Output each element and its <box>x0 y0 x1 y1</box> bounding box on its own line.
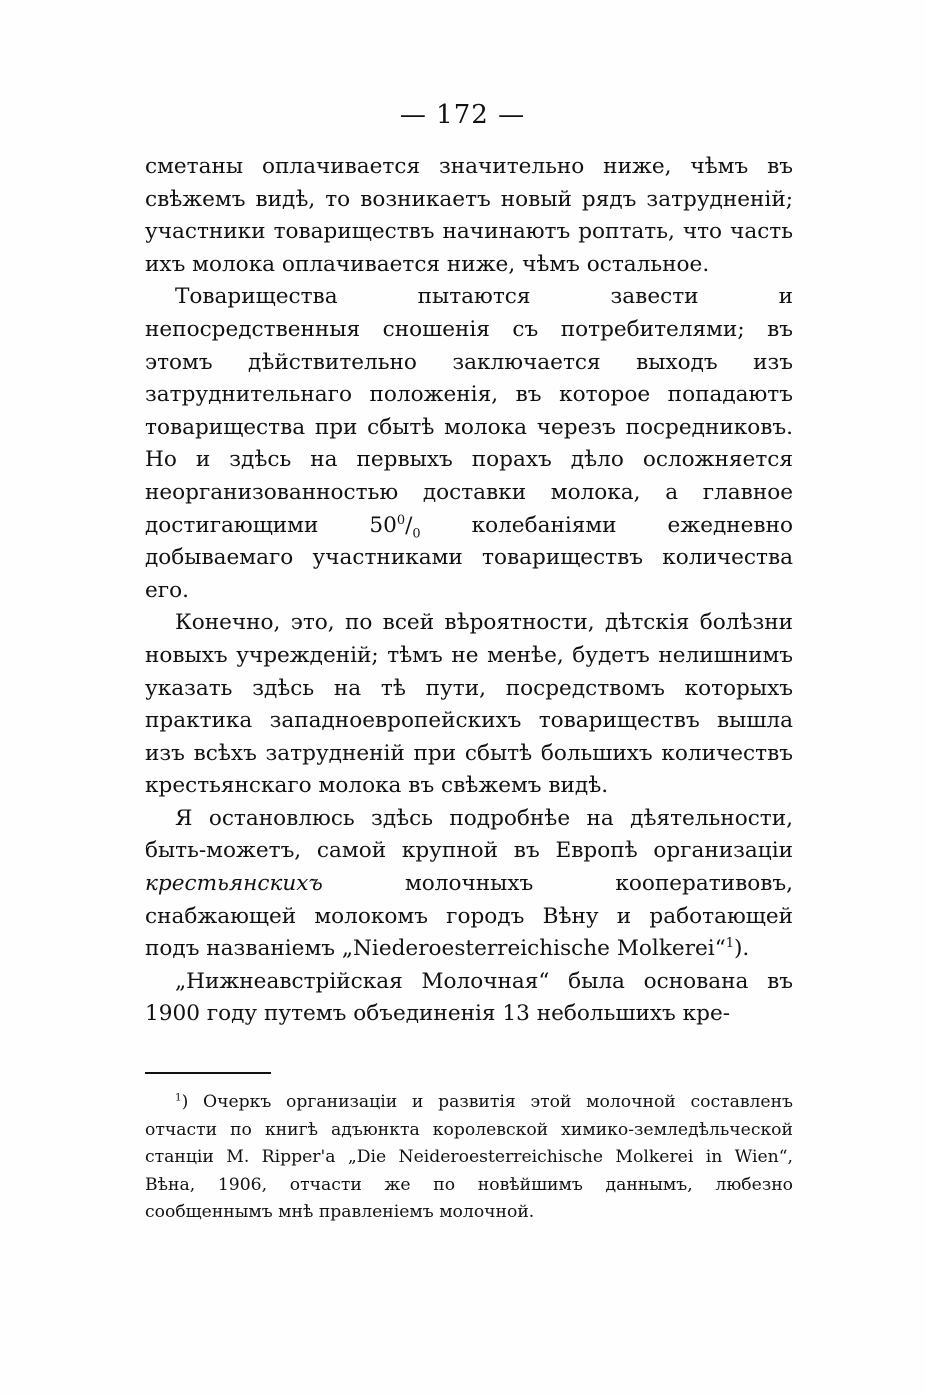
paragraph-2-text-end: колебаніями ежедневно добываемаго участниками товариществъ количества его. <box>145 512 793 603</box>
paragraph-4-italic-word: крестьянскихъ <box>145 871 323 897</box>
paragraph-1-text: сметаны оплачивается значительно ниже, чѣмъ въ свѣжемъ видѣ, то возникаетъ новый рядъ затрудненій; участники товариществъ начинаютъ роптать, что часть ихъ молока оплачивается ниже, чѣмъ остальное. <box>145 154 793 277</box>
paragraph-2-text-start: Товарищества пытаются завести и непосредственныя сношенія съ потребителями; въ этомъ дѣйствительно заключается выходъ изъ затруднительнаго положенія, въ которое попадаютъ товарищества при сбытѣ молока черезъ посредниковъ. Но и здѣсь на первыхъ порахъ дѣло осложняется неорганизованностью доставки молока, а главное достигающими 50 <box>145 284 793 538</box>
paragraph-5 <box>145 966 793 1031</box>
paragraph-4-text-end: ). <box>734 936 750 962</box>
paragraph-4-text-start: Я остановлюсь здѣсь подробнѣе на дѣятельности, быть-можетъ, самой крупной въ Европѣ организаціи <box>145 805 793 864</box>
paragraph-4 <box>145 803 793 966</box>
percent-sign-slash: / <box>405 512 413 538</box>
footnote-divider <box>145 1072 271 1074</box>
paragraph-5-text: „Нижнеавстрійская Молочная“ была основана въ 1900 году путемъ объединенія 13 небольшихъ кре- <box>145 968 793 1027</box>
paragraph-3-text: Конечно, это, по всей вѣроятности, дѣтскія болѣзни новыхъ учрежденій; тѣмъ не менѣе, будетъ нелишнимъ указать здѣсь на тѣ пути, посредствомъ которыхъ практика западноевропейскихъ товариществъ вышла изъ всѣхъ затрудненій при сбытѣ большихъ количествъ крестьянскаго молока въ свѣжемъ видѣ. <box>145 610 793 799</box>
percent-sign-lower: 0 <box>412 525 421 541</box>
paragraph-4-text-middle: молочныхъ кооперативовъ, снабжающей молокомъ городъ Вѣну и работающей подъ названіемъ „Niederoesterreichische Molkerei“ <box>145 871 793 962</box>
footnote-marker: 1 <box>175 1091 182 1104</box>
paragraph-1 <box>145 151 793 281</box>
percent-sign-upper: 0 <box>396 512 406 528</box>
page-number: — 172 — <box>399 100 526 130</box>
paragraph-3 <box>145 607 793 803</box>
paragraph-2 <box>145 281 793 607</box>
footnote-text: ) Очеркъ организаціи и развитія этой молочной составленъ отчасти по книгѣ адъюнкта королевской химико-земледѣльческой станціи M. Ripper'а „Die Neideroesterreichische Molkerei in Wien“, Вѣна, 1906, отчасти же по новѣйшимъ даннымъ, любезно сообщеннымъ мнѣ правленіемъ молочной. <box>145 1092 793 1222</box>
main-text <box>145 151 793 1031</box>
footnote-paragraph <box>145 1089 793 1227</box>
footnote-reference: 1 <box>725 936 734 952</box>
footnote <box>145 1089 793 1227</box>
